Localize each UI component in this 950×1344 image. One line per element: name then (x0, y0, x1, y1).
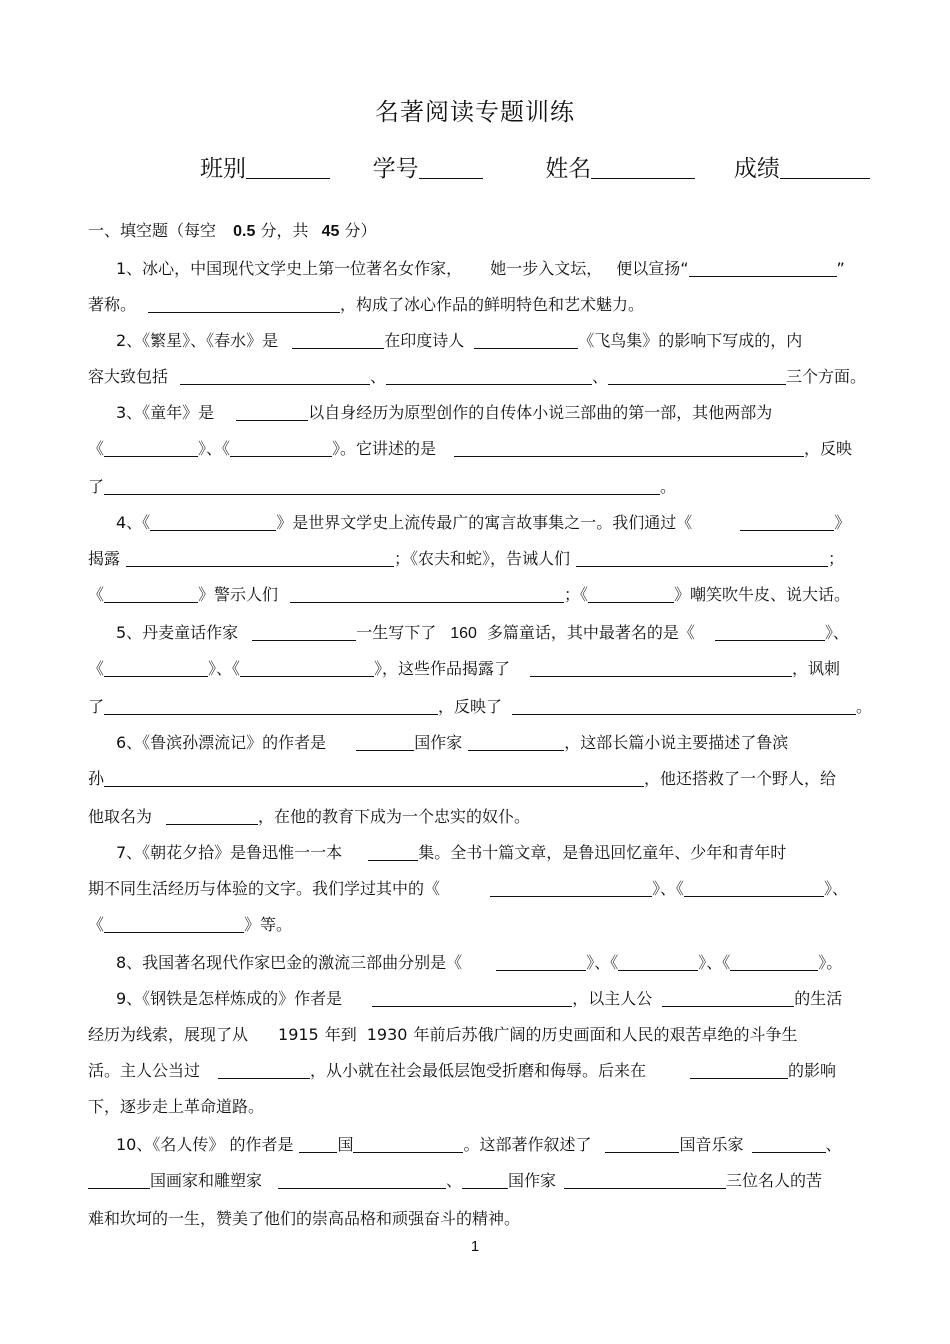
answer-blank[interactable] (605, 1134, 679, 1153)
question-4-line-2: 揭露 ；《农夫和蛇》，告诫人们 ； (88, 549, 845, 568)
id-label: 学号 (372, 156, 419, 182)
student-info-row (200, 150, 870, 183)
answer-blank[interactable] (180, 366, 370, 385)
answer-blank[interactable] (353, 1134, 463, 1153)
class-field[interactable] (246, 158, 330, 179)
question-5-line-2: 《 》、《 》，这些作品揭露了 ，讽刺 (88, 659, 841, 678)
answer-blank[interactable] (104, 768, 644, 787)
answer-blank[interactable] (684, 878, 824, 897)
answer-blank[interactable] (496, 952, 586, 971)
answer-blank[interactable] (104, 696, 438, 715)
question-1-line-2: 著称。 ，构成了冰心作品的鲜明特色和艺术魅力。 (88, 295, 645, 314)
question-2-line-2: 容大致包括 、 、 三个方面。 (88, 367, 867, 386)
question-10-line-1: 10、《名人传》 的作者是 国 。这部著作叙述了 国音乐家 、 (116, 1135, 842, 1154)
score-field[interactable] (780, 158, 870, 179)
answer-blank[interactable] (715, 622, 825, 641)
answer-blank[interactable] (474, 330, 578, 349)
question-3-line-1: 3、《童年》是 以自身经历为原型创作的自传体小说三部曲的第一部，其他两部为 (116, 403, 773, 422)
answer-blank[interactable] (218, 1060, 310, 1079)
answer-blank[interactable] (462, 1170, 508, 1189)
answer-blank[interactable] (752, 1134, 826, 1153)
name-label: 姓名 (545, 156, 592, 182)
answer-blank[interactable] (240, 658, 374, 677)
answer-blank[interactable] (230, 438, 332, 457)
page-title: 名著阅读专题训练 (375, 98, 575, 126)
class-label: 班别 (200, 156, 246, 182)
question-4-line-1: 4、《 》是世界文学史上流传最广的寓言故事集之一。我们通过《 》 (116, 513, 851, 532)
question-3-line-3: 了 。 (88, 477, 677, 496)
answer-blank[interactable] (292, 330, 384, 349)
answer-blank[interactable] (690, 1060, 788, 1079)
answer-blank[interactable] (252, 622, 356, 641)
question-9-line-4: 下，逐步走上革命道路。 (88, 1097, 265, 1116)
answer-blank[interactable] (618, 952, 698, 971)
answer-blank[interactable] (530, 658, 792, 677)
answer-blank[interactable] (104, 658, 208, 677)
answer-blank[interactable] (166, 806, 258, 825)
question-6-line-3: 他取名为 ，在他的教育下成为一个忠实的奴仆。 (88, 807, 531, 826)
answer-blank[interactable] (740, 512, 834, 531)
question-4-line-3: 《 》警示人们 ；《 》嘲笑吹牛皮、说大话。 (88, 585, 851, 604)
answer-blank[interactable] (564, 1170, 726, 1189)
question-6-line-2: 孙 ，他还搭救了一个野人，给 (88, 769, 837, 788)
page-number: 1 (470, 1238, 480, 1255)
answer-blank[interactable] (278, 1170, 446, 1189)
answer-blank[interactable] (150, 512, 276, 531)
answer-blank[interactable] (468, 732, 564, 751)
score-label: 成绩 (733, 156, 780, 182)
answer-blank[interactable] (368, 842, 418, 861)
answer-blank[interactable] (662, 988, 794, 1007)
answer-blank[interactable] (689, 258, 837, 277)
answer-blank[interactable] (236, 402, 308, 421)
question-7-line-3: 《 》等。 (88, 915, 293, 934)
question-1-line-1: 1、冰心，中国现代文学史上第一位著名女作家， 她一步入文坛， 便以宣扬“ ” (116, 259, 845, 278)
answer-blank[interactable] (104, 914, 244, 933)
question-7-line-1: 7、《朝花夕拾》是鲁迅惟一一本 集。全书十篇文章，是鲁迅回忆童年、少年和青年时 (116, 843, 787, 862)
answer-blank[interactable] (148, 294, 340, 313)
id-field[interactable] (419, 158, 483, 179)
answer-blank[interactable] (88, 1170, 150, 1189)
question-9-line-3: 活。主人公当过 ，从小就在社会最低层饱受折磨和侮辱。后来在 的影响 (88, 1061, 837, 1080)
answer-blank[interactable] (356, 732, 414, 751)
question-9-line-1: 9、《钢铁是怎样炼成的》作者是 ，以主人公 的生活 (116, 989, 843, 1008)
answer-blank[interactable] (104, 438, 198, 457)
question-8-line-1: 8、我国著名现代作家巴金的激流三部曲分别是《 》、《 》、《 》。 (116, 953, 843, 972)
answer-blank[interactable] (608, 366, 786, 385)
question-10-line-2: 国画家和雕塑家 、 国作家 三位名人的苦 (88, 1170, 822, 1192)
question-5-line-1: 5、丹麦童话作家 一生写下了 160 多篇童话，其中最著名的是《 》、 (116, 623, 849, 642)
question-5-line-3: 了 ，反映了 。 (88, 697, 873, 716)
answer-blank[interactable] (299, 1134, 337, 1153)
answer-blank[interactable] (104, 584, 198, 603)
answer-blank[interactable] (372, 988, 572, 1007)
answer-blank[interactable] (490, 878, 652, 897)
name-field[interactable] (591, 158, 695, 179)
answer-blank[interactable] (126, 548, 394, 567)
answer-blank[interactable] (454, 438, 804, 457)
answer-blank[interactable] (730, 952, 818, 971)
answer-blank[interactable] (512, 696, 856, 715)
answer-blank[interactable] (104, 476, 660, 495)
question-2-line-1: 2、《繁星》、《春水》是 在印度诗人 《飞鸟集》的影响下写成的，内 (116, 331, 803, 350)
answer-blank[interactable] (290, 584, 564, 603)
section-heading: 一、填空题（每空 0.5 分，共 45 分） (88, 221, 377, 240)
answer-blank[interactable] (576, 548, 828, 567)
question-3-line-2: 《 》、《 》。它讲述的是 ，反映 (88, 439, 853, 458)
question-7-line-2: 期不同生活经历与体验的文字。我们学过其中的《 》、《 》、 (88, 879, 849, 898)
question-9-line-2: 经历为线索，展现了从 1915 年到 1930 年前后苏俄广阔的历史画面和人民的艰苦卓绝的斗争生 (88, 1025, 798, 1044)
answer-blank[interactable] (386, 366, 592, 385)
question-6-line-1: 6、《鲁滨孙漂流记》的作者是 国作家 ，这部长篇小说主要描述了鲁滨 (116, 733, 789, 752)
question-10-line-3: 难和坎坷的一生，赞美了他们的崇高品格和顽强奋斗的精神。 (88, 1209, 521, 1228)
answer-blank[interactable] (588, 584, 674, 603)
